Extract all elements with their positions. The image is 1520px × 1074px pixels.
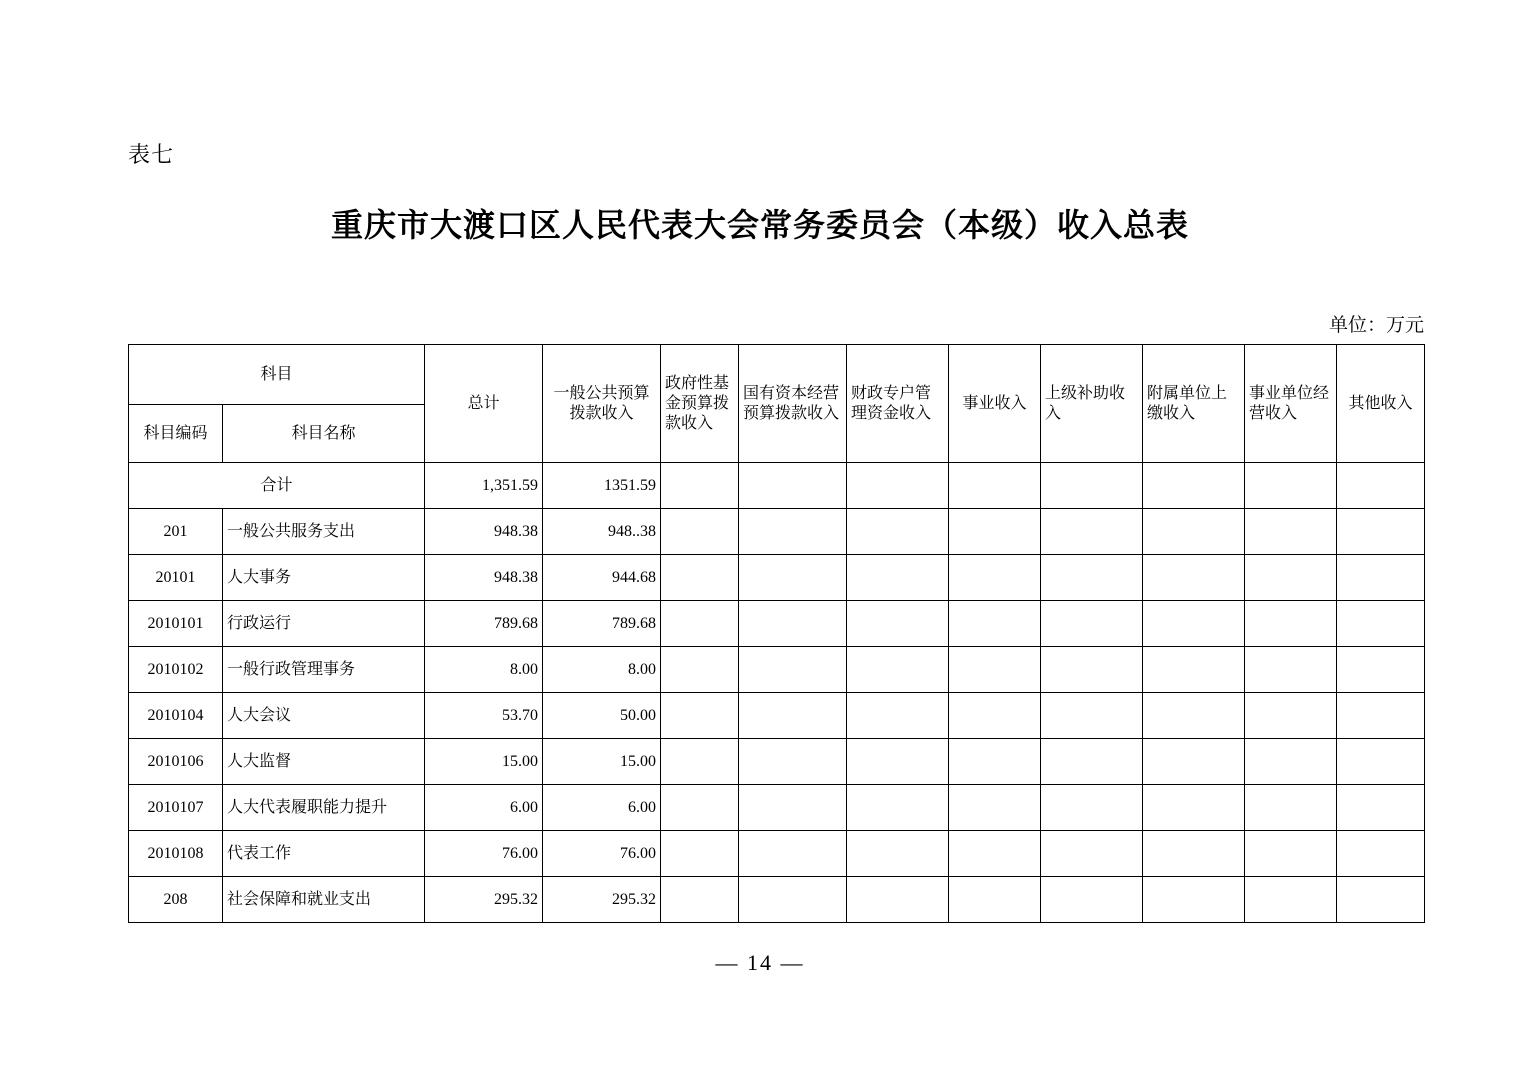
cell-subject-name: 人大事务: [223, 555, 425, 601]
cell-other-income: [1337, 509, 1425, 555]
cell-other-income: [1337, 785, 1425, 831]
cell-business-income: [949, 785, 1041, 831]
cell-subordinate-paid: [1143, 555, 1245, 601]
cell-subordinate-paid: [1143, 509, 1245, 555]
cell-total: 15.00: [425, 739, 543, 785]
header-gov-fund-budget: 政府性基金预算拨款收入: [661, 345, 739, 463]
cell-fiscal-account-fund: [847, 555, 949, 601]
header-group-subject: 科目: [129, 345, 425, 405]
cell-superior-subsidy: [1041, 601, 1143, 647]
cell-subject-name: 代表工作: [223, 831, 425, 877]
cell-state-capital-budget: [739, 877, 847, 923]
cell-total: 53.70: [425, 693, 543, 739]
total-cell-business-operating: [1245, 463, 1337, 509]
header-superior-subsidy: 上级补助收入: [1041, 345, 1143, 463]
cell-superior-subsidy: [1041, 555, 1143, 601]
table-row: [129, 555, 1425, 601]
cell-business-income: [949, 509, 1041, 555]
cell-superior-subsidy: [1041, 647, 1143, 693]
total-cell-state-capital-budget: [739, 463, 847, 509]
cell-business-income: [949, 601, 1041, 647]
table-row: [129, 509, 1425, 555]
cell-other-income: [1337, 601, 1425, 647]
cell-subject-name: 一般行政管理事务: [223, 647, 425, 693]
cell-business-income: [949, 647, 1041, 693]
cell-general-public-budget: 8.00: [543, 647, 661, 693]
cell-state-capital-budget: [739, 785, 847, 831]
cell-business-operating: [1245, 555, 1337, 601]
cell-superior-subsidy: [1041, 509, 1143, 555]
cell-general-public-budget: 50.00: [543, 693, 661, 739]
total-cell-total: 1,351.59: [425, 463, 543, 509]
table-row: [129, 647, 1425, 693]
cell-subordinate-paid: [1143, 739, 1245, 785]
header-subordinate-paid: 附属单位上缴收入: [1143, 345, 1245, 463]
total-cell-subordinate-paid: [1143, 463, 1245, 509]
cell-general-public-budget: 6.00: [543, 785, 661, 831]
cell-subject-code: 2010101: [129, 601, 223, 647]
cell-superior-subsidy: [1041, 785, 1143, 831]
cell-gov-fund-budget: [661, 831, 739, 877]
cell-general-public-budget: 76.00: [543, 831, 661, 877]
header-total: 总计: [425, 345, 543, 463]
cell-state-capital-budget: [739, 555, 847, 601]
cell-subordinate-paid: [1143, 647, 1245, 693]
cell-business-income: [949, 739, 1041, 785]
cell-business-income: [949, 877, 1041, 923]
cell-business-operating: [1245, 647, 1337, 693]
cell-subject-code: 2010107: [129, 785, 223, 831]
header-general-public-budget: 一般公共预算拨款收入: [543, 345, 661, 463]
cell-business-operating: [1245, 601, 1337, 647]
cell-business-income: [949, 555, 1041, 601]
total-cell-business-income: [949, 463, 1041, 509]
cell-fiscal-account-fund: [847, 693, 949, 739]
cell-total: 948.38: [425, 555, 543, 601]
table-row: [129, 831, 1425, 877]
total-label: 合计: [129, 463, 425, 509]
cell-state-capital-budget: [739, 693, 847, 739]
cell-subject-code: 2010108: [129, 831, 223, 877]
table-row-total: [129, 463, 1425, 509]
cell-total: 76.00: [425, 831, 543, 877]
cell-superior-subsidy: [1041, 877, 1143, 923]
table-row: [129, 785, 1425, 831]
cell-business-operating: [1245, 785, 1337, 831]
cell-state-capital-budget: [739, 601, 847, 647]
cell-business-operating: [1245, 831, 1337, 877]
cell-gov-fund-budget: [661, 693, 739, 739]
cell-state-capital-budget: [739, 739, 847, 785]
total-cell-general-public-budget: 1351.59: [543, 463, 661, 509]
cell-state-capital-budget: [739, 831, 847, 877]
cell-gov-fund-budget: [661, 877, 739, 923]
cell-other-income: [1337, 555, 1425, 601]
total-cell-fiscal-account-fund: [847, 463, 949, 509]
unit-note: 单位：万元: [1328, 315, 1424, 336]
cell-subject-code: 20101: [129, 555, 223, 601]
table-row: [129, 601, 1425, 647]
cell-other-income: [1337, 877, 1425, 923]
header-business-operating: 事业单位经营收入: [1245, 345, 1337, 463]
page-title: 重庆市大渡口区人民代表大会常务委员会（本级）收入总表: [330, 207, 1189, 243]
table-header-row-1: [129, 345, 1425, 405]
cell-subject-code: 201: [129, 509, 223, 555]
header-state-capital-budget: 国有资本经营预算拨款收入: [739, 345, 847, 463]
cell-subordinate-paid: [1143, 877, 1245, 923]
cell-other-income: [1337, 647, 1425, 693]
cell-subject-name: 社会保障和就业支出: [223, 877, 425, 923]
cell-general-public-budget: 15.00: [543, 739, 661, 785]
cell-fiscal-account-fund: [847, 647, 949, 693]
page-number: — 14 —: [715, 950, 805, 975]
table-row: [129, 693, 1425, 739]
cell-business-operating: [1245, 693, 1337, 739]
total-cell-superior-subsidy: [1041, 463, 1143, 509]
cell-gov-fund-budget: [661, 739, 739, 785]
cell-business-income: [949, 831, 1041, 877]
cell-subordinate-paid: [1143, 601, 1245, 647]
cell-subject-name: 人大代表履职能力提升: [223, 785, 425, 831]
total-cell-gov-fund-budget: [661, 463, 739, 509]
cell-subject-name: 一般公共服务支出: [223, 509, 425, 555]
cell-subject-code: 2010106: [129, 739, 223, 785]
cell-subject-name: 人大监督: [223, 739, 425, 785]
cell-total: 6.00: [425, 785, 543, 831]
cell-other-income: [1337, 831, 1425, 877]
header-other-income: 其他收入: [1337, 345, 1425, 463]
cell-gov-fund-budget: [661, 509, 739, 555]
cell-subject-name: 行政运行: [223, 601, 425, 647]
header-subject-code: 科目编码: [129, 405, 223, 463]
cell-fiscal-account-fund: [847, 739, 949, 785]
table-row: [129, 877, 1425, 923]
header-fiscal-account-fund: 财政专户管理资金收入: [847, 345, 949, 463]
cell-business-operating: [1245, 739, 1337, 785]
header-business-income: 事业收入: [949, 345, 1041, 463]
cell-state-capital-budget: [739, 509, 847, 555]
cell-gov-fund-budget: [661, 647, 739, 693]
cell-fiscal-account-fund: [847, 509, 949, 555]
cell-total: 8.00: [425, 647, 543, 693]
cell-general-public-budget: 944.68: [543, 555, 661, 601]
cell-business-operating: [1245, 877, 1337, 923]
cell-gov-fund-budget: [661, 555, 739, 601]
cell-subject-name: 人大会议: [223, 693, 425, 739]
cell-fiscal-account-fund: [847, 601, 949, 647]
cell-business-operating: [1245, 509, 1337, 555]
cell-subject-code: 208: [129, 877, 223, 923]
cell-subject-code: 2010104: [129, 693, 223, 739]
cell-gov-fund-budget: [661, 785, 739, 831]
cell-state-capital-budget: [739, 647, 847, 693]
cell-fiscal-account-fund: [847, 877, 949, 923]
cell-superior-subsidy: [1041, 831, 1143, 877]
income-summary-table: [128, 344, 1425, 923]
total-cell-other-income: [1337, 463, 1425, 509]
cell-total: 789.68: [425, 601, 543, 647]
cell-total: 948.38: [425, 509, 543, 555]
cell-business-income: [949, 693, 1041, 739]
cell-gov-fund-budget: [661, 601, 739, 647]
cell-fiscal-account-fund: [847, 785, 949, 831]
header-subject-name: 科目名称: [223, 405, 425, 463]
income-summary-table-wrapper: [128, 344, 1424, 923]
cell-general-public-budget: 789.68: [543, 601, 661, 647]
cell-general-public-budget: 295.32: [543, 877, 661, 923]
cell-fiscal-account-fund: [847, 831, 949, 877]
cell-superior-subsidy: [1041, 739, 1143, 785]
table-body: [129, 463, 1425, 923]
cell-total: 295.32: [425, 877, 543, 923]
table-row: [129, 739, 1425, 785]
cell-subordinate-paid: [1143, 831, 1245, 877]
cell-subordinate-paid: [1143, 693, 1245, 739]
table-number-label: 表七: [128, 142, 175, 167]
cell-other-income: [1337, 739, 1425, 785]
cell-superior-subsidy: [1041, 693, 1143, 739]
cell-subject-code: 2010102: [129, 647, 223, 693]
cell-other-income: [1337, 693, 1425, 739]
cell-general-public-budget: 948..38: [543, 509, 661, 555]
cell-subordinate-paid: [1143, 785, 1245, 831]
